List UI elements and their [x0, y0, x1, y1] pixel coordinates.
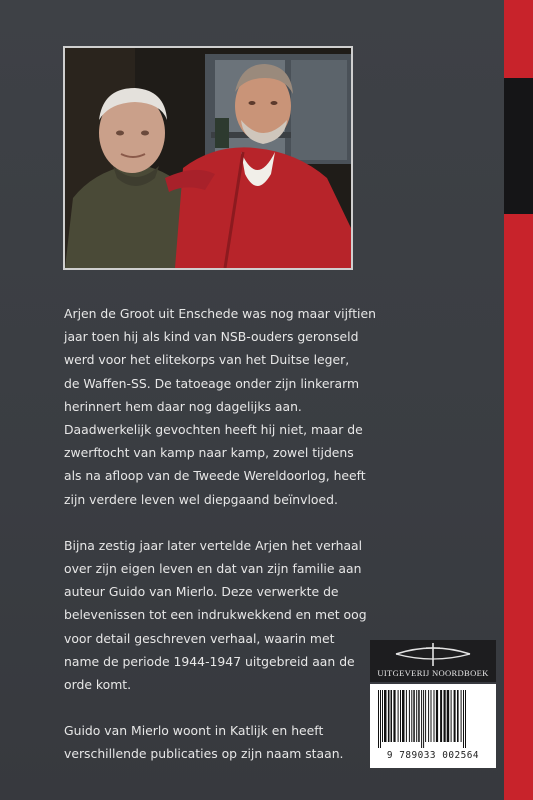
spine-black-stripe — [504, 78, 533, 214]
isbn-barcode — [370, 684, 496, 768]
barcode-bar — [447, 690, 450, 742]
barcode-bar — [388, 690, 390, 742]
blurb-line: auteur Guido van Mierlo. Deze verwerkte de — [64, 584, 339, 600]
barcode-bar — [380, 690, 381, 748]
blurb-line: als na afloop van de Tweede Wereldoorlog, heeft — [64, 468, 366, 484]
blurb-line: belevenissen tot een indrukwekkend en met oog — [64, 607, 367, 623]
barcode-bar — [400, 690, 401, 742]
blurb-line: Daadwerkelijk gevochten heeft hij niet, maar de — [64, 422, 363, 438]
barcode-bar — [423, 690, 424, 748]
barcode-bar — [411, 690, 412, 742]
blurb-line: de Waffen-SS. De tatoeage onder zijn linkerarm — [64, 375, 360, 391]
barcode-bar — [391, 690, 393, 742]
publisher-block — [370, 640, 496, 682]
blurb-paragraph-1 — [64, 302, 484, 511]
author-photo — [63, 46, 353, 270]
barcode-bar — [418, 690, 420, 742]
barcode-bar — [409, 690, 410, 742]
barcode-bar — [382, 690, 383, 742]
isbn-number: 9 789033 002564 — [386, 750, 480, 761]
barcode-bar — [425, 690, 426, 742]
blurb-line: werd voor het elitekorps van het Duitse leger, — [64, 352, 350, 368]
barcode-bar — [398, 690, 399, 742]
publisher-name: UITGEVERIJ NOORDBOEK — [377, 668, 489, 678]
barcode-bar — [378, 690, 379, 748]
spine-red-stripe-bottom — [504, 214, 533, 800]
barcode-bar — [444, 690, 446, 742]
blurb-line: Arjen de Groot uit Enschede was nog maar vijftien — [64, 306, 376, 321]
barcode-bar — [457, 690, 459, 742]
barcode-bar — [402, 690, 405, 742]
barcode-bar — [436, 690, 438, 742]
barcode-bar — [434, 690, 435, 742]
barcode-bar — [465, 690, 466, 748]
anchor-cross-logo-icon — [370, 640, 496, 668]
barcode-bar — [421, 690, 422, 748]
barcode-bar — [393, 690, 395, 742]
barcode-bar — [461, 690, 462, 742]
barcode-bars — [376, 690, 490, 748]
barcode-bar — [384, 690, 387, 742]
blurb-line: zijn verdere leven wel diepgaand beïnvloed. — [64, 491, 338, 507]
barcode-bar — [454, 690, 456, 742]
barcode-bar — [406, 690, 407, 742]
barcode-bar — [413, 690, 415, 742]
barcode-bar — [416, 690, 417, 742]
blurb-line: Guido van Mierlo woont in Katlijk en heeft — [64, 723, 324, 739]
author-photo-illustration — [65, 48, 351, 268]
barcode-bar — [451, 690, 452, 742]
barcode-bar — [431, 690, 432, 742]
barcode-bar — [428, 690, 429, 742]
blurb-line: zwerftocht van kamp naar kamp, zowel tijdens — [64, 445, 354, 461]
barcode-bar — [440, 690, 442, 742]
blurb-line: voor detail geschreven verhaal, waarin met — [64, 630, 335, 646]
barcode-bar — [463, 690, 464, 748]
blurb-line: Bijna zestig jaar later vertelde Arjen het verhaal — [64, 537, 363, 553]
blurb-line: over zijn eigen leven en dat van zijn familie aan — [64, 561, 362, 577]
blurb-line: name de periode 1944-1947 uitgebreid aan de — [64, 653, 355, 669]
blurb-line: jaar toen hij als kind van NSB-ouders geronseld — [64, 329, 359, 345]
blurb-line: orde komt. — [64, 677, 132, 693]
blurb-line: herinnert hem daar nog dagelijks aan. — [64, 398, 302, 414]
spine-red-stripe-top — [504, 0, 533, 78]
blurb-line: verschillende publicaties op zijn naam staan. — [64, 746, 344, 762]
